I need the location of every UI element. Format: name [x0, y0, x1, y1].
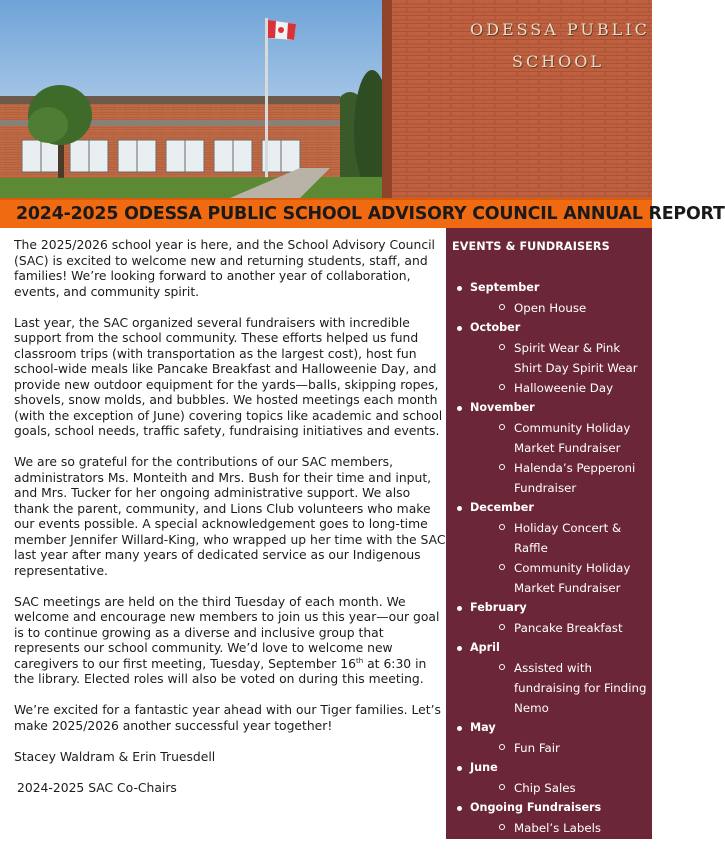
date-ordinal-suffix: th	[356, 656, 364, 665]
event-item: Halenda’s Pepperoni Fundraiser	[470, 458, 652, 498]
school-sign-line-2: SCHOOL	[512, 52, 605, 71]
month-events	[470, 298, 652, 318]
month-label: October	[470, 321, 521, 334]
sidebar-title: EVENTS & FUNDRAISERS	[452, 240, 610, 253]
month-label: November	[470, 401, 535, 414]
event-item: Assisted with fundraising for Finding Nemo	[470, 658, 652, 718]
month-label: February	[470, 601, 527, 614]
month-label: June	[470, 761, 498, 774]
meetings-text-end: at 6:30 in the library. Elected roles will also be voted on during this meeting.	[14, 656, 427, 686]
month-section	[446, 798, 652, 858]
report-title: 2024-2025 ODESSA PUBLIC SCHOOL ADVISORY COUNCIL ANNUAL REPORT	[16, 204, 725, 224]
meetings-text-start: SAC meetings are held on the third Tuesday of each month. We welcome and encourage new members to join us this year—our goal is to continue growing as a diverse and inclusive group that represents our school community. We’d love to welcome new caregivers to our first meeting, Tuesday, September 16	[14, 594, 440, 671]
month-section	[446, 318, 652, 398]
event-item: Fun Fair	[470, 738, 652, 758]
month-section	[446, 598, 652, 638]
event-item: Community Holiday Market Fundraiser	[470, 558, 652, 598]
event-item: Mabel’s Labels	[470, 818, 652, 838]
month-events	[470, 518, 652, 598]
month-label: September	[470, 281, 540, 294]
month-events	[470, 618, 652, 638]
month-section	[446, 398, 652, 498]
events-sidebar	[446, 228, 652, 855]
event-item: Flipgive	[470, 838, 652, 858]
event-item: Holiday Concert & Raffle	[470, 518, 652, 558]
event-item: Open House	[470, 298, 652, 318]
month-events	[470, 818, 652, 858]
month-label: December	[470, 501, 534, 514]
month-section	[446, 498, 652, 598]
closing-paragraph: We’re excited for a fantastic year ahead with our Tiger families. Let’s make 2025/2026 another successful year together!	[14, 703, 441, 733]
month-section	[446, 718, 652, 758]
event-item: Community Holiday Market Fundraiser	[470, 418, 652, 458]
title-banner	[0, 198, 725, 228]
thanks-paragraph: We are so grateful for the contributions of our SAC members, administrators Ms. Monteith and Mrs. Bush for their time and input, and Mrs. Tucker for her ongoing administrative support. We also thank the parent, community, and Lions Club volunteers who make our events possible. A special acknowledgement goes to long-time member Jennifer Willard-King, who wrapped up her time with the SAC last year after many years of dedicated service as our Indigenous representative.	[14, 455, 446, 578]
school-sign-line-1: ODESSA PUBLIC	[470, 20, 650, 39]
event-item: Spirit Wear & Pink Shirt Day Spirit Wear	[470, 338, 652, 378]
school-photo	[0, 0, 652, 198]
event-item: Halloweenie Day	[470, 378, 652, 398]
month-label: Ongoing Fundraisers	[470, 801, 602, 814]
events-list	[446, 278, 652, 858]
report-body	[14, 238, 446, 812]
month-events	[470, 738, 652, 758]
signature-names: Stacey Waldram & Erin Truesdell	[14, 749, 216, 764]
month-section	[446, 758, 652, 798]
month-section	[446, 278, 652, 318]
fundraisers-paragraph: Last year, the SAC organized several fundraisers with incredible support from the school community. These efforts helped us fund classroom trips (with transportation as the largest cost), host fun school-wide meals like Pancake Breakfast and Halloweenie Day, and provide new outdoor equipment for the yards—balls, skipping ropes, shovels, snow molds, and bubbles. We hosted meetings each month (with the exception of June) covering topics like academic and school goals, school needs, traffic safety, fundraising initiatives and events.	[14, 315, 443, 438]
month-label: May	[470, 721, 496, 734]
month-section	[446, 638, 652, 718]
intro-paragraph: The 2025/2026 school year is here, and the School Advisory Council (SAC) is excited to welcome new and returning students, staff, and families! We’re looking forward to another year of collaboration, events, and community spirit.	[14, 238, 435, 299]
event-item: Pancake Breakfast	[470, 618, 652, 638]
signature-role: 2024-2025 SAC Co-Chairs	[17, 780, 177, 795]
month-events	[470, 338, 652, 398]
month-label: April	[470, 641, 500, 654]
meetings-paragraph	[14, 595, 446, 688]
month-events	[470, 778, 652, 798]
event-item: Chip Sales	[470, 778, 652, 798]
month-events	[470, 658, 652, 718]
month-events	[470, 418, 652, 498]
